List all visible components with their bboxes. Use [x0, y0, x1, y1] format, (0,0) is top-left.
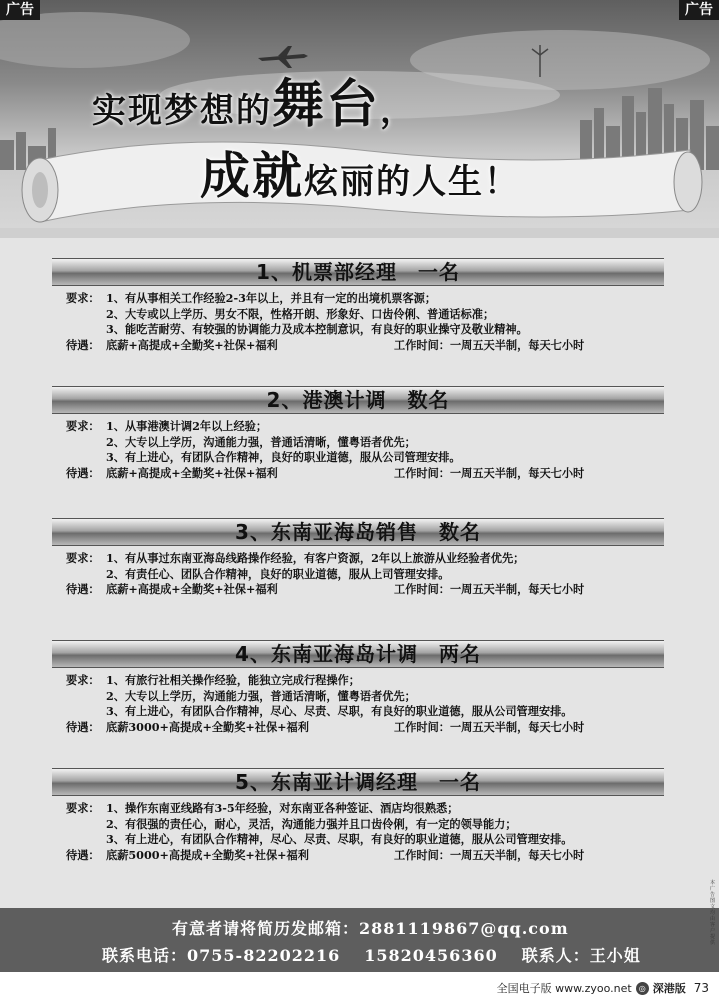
job-listings — [0, 238, 719, 908]
requirement-row — [66, 801, 584, 817]
benefit-label: 待遇： — [66, 465, 100, 480]
job-title-1: 1、机票部经理 一名 — [52, 258, 664, 286]
job-details-5 — [66, 801, 584, 863]
phone-label: 联系电话： — [102, 946, 188, 965]
requirement-text: 2、有责任心、团队合作精神，良好的职业道德，服从上司管理安排。 — [106, 566, 450, 581]
job-title-4: 4、东南亚海岛计调 两名 — [52, 640, 664, 668]
job-title-2: 2、港澳计调 数名 — [52, 386, 664, 414]
work-hours: 工作时间：一周五天半制，每天七小时 — [394, 465, 585, 480]
requirement-row — [66, 307, 584, 323]
slogan-line-1 — [92, 62, 416, 137]
requirement-row — [66, 291, 584, 307]
requirement-text: 1、从事港澳计调2年以上经验； — [106, 419, 268, 433]
benefit-label: 待遇： — [66, 337, 100, 352]
requirement-text: 2、大专以上学历，沟通能力强，普通话清晰，懂粤语者优先； — [106, 434, 416, 449]
work-hours: 工作时间：一周五天半制，每天七小时 — [394, 582, 585, 596]
email-prompt: 有意者请将简历发邮箱： — [172, 919, 360, 938]
work-hours: 工作时间：一周五天半制，每天七小时 — [394, 719, 585, 734]
email-line — [172, 916, 569, 939]
requirement-text: 3、有上进心，有团队合作精神，尽心、尽责、尽职，有良好的职业道德，服从公司管理安排。 — [106, 832, 573, 846]
job-details-2 — [66, 419, 584, 481]
benefit-label: 待遇： — [66, 582, 100, 596]
requirement-label: 要求： — [66, 419, 100, 433]
job-details-3 — [66, 551, 584, 598]
requirement-text: 2、有很强的责任心，耐心，灵活，沟通能力强并且口齿伶俐，有一定的领导能力； — [106, 816, 517, 831]
email-address[interactable]: 2881119867@qq.com — [359, 919, 569, 938]
ad-tag-left: 广告 — [0, 0, 40, 20]
requirement-row — [66, 450, 584, 466]
requirement-text: 2、大专或以上学历、男女不限，性格开朗、形象好、口齿伶俐、普通话标准； — [106, 306, 495, 321]
requirement-row — [66, 419, 584, 435]
benefit-label: 待遇： — [66, 847, 100, 862]
requirement-row — [66, 689, 584, 705]
ad-tag-right: 广告 — [679, 0, 719, 20]
benefit-text: 底薪+高提成+全勤奖+社保+福利 — [106, 337, 278, 352]
slogan-line-2 — [200, 136, 520, 208]
requirement-label: 要求： — [66, 801, 100, 815]
benefit-row — [66, 720, 584, 736]
contact-person-label: 联系人： — [521, 946, 590, 965]
requirement-row — [66, 673, 584, 689]
work-hours: 工作时间：一周五天半制，每天七小时 — [394, 847, 585, 862]
requirement-row — [66, 322, 584, 338]
requirement-text: 2、大专以上学历，沟通能力强，普通话清晰，懂粤语者优先； — [106, 688, 416, 703]
slogan-line-2-post: 炫丽的人生！ — [304, 162, 520, 202]
requirement-label: 要求： — [66, 291, 100, 305]
requirement-row — [66, 817, 584, 833]
edition-badge: 深港版 — [652, 982, 686, 995]
requirement-label: 要求： — [66, 551, 100, 565]
publication-bar — [0, 972, 719, 1000]
slogan-line-2-big: 成就 — [200, 146, 304, 205]
page-number: 73 — [693, 981, 709, 995]
publisher-logo-icon: ◎ — [636, 982, 649, 995]
job-details-1 — [66, 291, 584, 353]
requirement-row — [66, 832, 584, 848]
phone-number-2[interactable]: 15820456360 — [364, 946, 498, 965]
requirement-text: 1、操作东南亚线路有3-5年经验，对东南亚各种签证、酒店均很熟悉； — [106, 801, 459, 815]
requirement-text: 3、能吃苦耐劳、有较强的协调能力及成本控制意识，有良好的职业操守及敬业精神。 — [106, 322, 528, 336]
contact-person: 王小姐 — [589, 946, 641, 965]
benefit-label: 待遇： — [66, 719, 100, 734]
benefit-row — [66, 582, 584, 598]
benefit-text: 底薪3000+高提成+全勤奖+社保+福利 — [106, 719, 309, 734]
job-details-4 — [66, 673, 584, 735]
requirement-text: 1、有从事过东南亚海岛线路操作经验，有客户资源，2年以上旅游从业经验者优先； — [106, 551, 525, 565]
benefit-row — [66, 848, 584, 864]
phone-number-1[interactable]: 0755-82202216 — [187, 946, 341, 965]
requirement-row — [66, 567, 584, 583]
requirement-row — [66, 551, 584, 567]
requirement-label: 要求： — [66, 673, 100, 687]
site-url[interactable]: 全国电子版 www.zyoo.net — [496, 982, 632, 995]
slogan-line-1-pre: 实现梦想的 — [92, 91, 272, 131]
slogan-line-1-post: ， — [380, 91, 417, 131]
requirement-text: 1、有旅行社相关操作经验，能独立完成行程操作； — [106, 673, 360, 687]
publication-info — [497, 980, 709, 996]
banner — [0, 0, 719, 238]
work-hours: 工作时间：一周五天半制，每天七小时 — [394, 337, 585, 352]
benefit-row — [66, 466, 584, 482]
requirement-row — [66, 435, 584, 451]
requirement-row — [66, 704, 584, 720]
requirement-text: 3、有上进心，有团队合作精神，尽心、尽责、尽职，有良好的职业道德，服从公司管理安排。 — [106, 704, 573, 718]
job-title-3: 3、东南亚海岛销售 数名 — [52, 518, 664, 546]
phone-line — [102, 943, 641, 966]
benefit-text: 底薪+高提成+全勤奖+社保+福利 — [106, 465, 278, 480]
job-title-5: 5、东南亚计调经理 一名 — [52, 768, 664, 796]
contact-footer — [0, 908, 719, 972]
benefit-text: 底薪5000+高提成+全勤奖+社保+福利 — [106, 847, 309, 862]
benefit-text: 底薪+高提成+全勤奖+社保+福利 — [106, 582, 278, 596]
benefit-row — [66, 338, 584, 354]
side-note: 本广告图文均由客户提供 — [710, 880, 716, 946]
requirement-text: 3、有上进心，有团队合作精神，良好的职业道德，服从公司管理安排。 — [106, 450, 461, 464]
requirement-text: 1、有从事相关工作经验2-3年以上，并且有一定的出境机票客源； — [106, 291, 437, 305]
slogan-line-1-big: 舞台 — [272, 74, 381, 135]
